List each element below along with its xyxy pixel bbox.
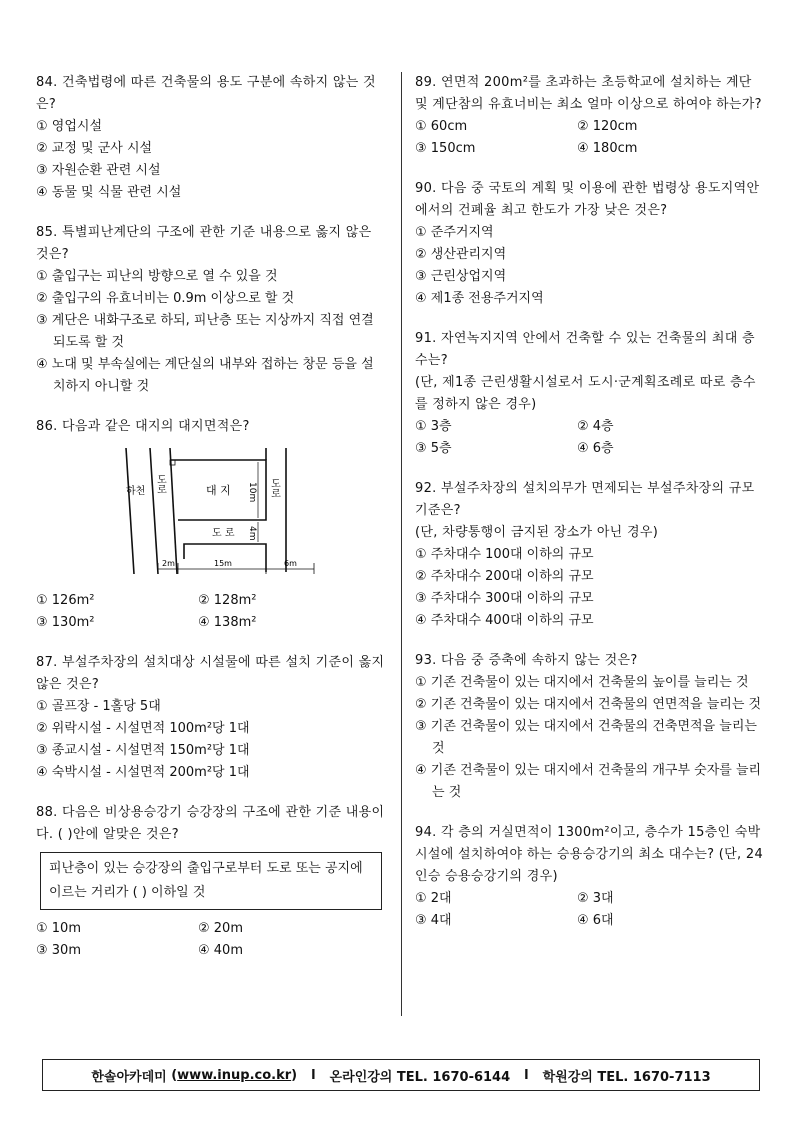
option-4: ④ 40m xyxy=(198,943,243,958)
option-4: ④ 동물 및 식물 관련 시설 xyxy=(36,185,182,200)
question-stem: 91. 자연녹지지역 안에서 건축할 수 있는 건축물의 최대 층수는? xyxy=(415,331,755,368)
question-stem: 92. 부설주차장의 설치의무가 면제되는 부설주차장의 규모 기준은? xyxy=(415,481,755,518)
left-column xyxy=(36,72,386,980)
question-note: (단, 제1종 근린생활시설로서 도시·군계획조례로 따로 층수를 정하지 않은 경우) xyxy=(415,375,756,412)
option-2: ② 120cm xyxy=(577,119,638,134)
option-3: ③ 5층 xyxy=(415,441,452,456)
option-4: ④ 제1종 전용주거지역 xyxy=(415,291,544,306)
option-3: ③ 자원순환 관련 시설 xyxy=(36,163,161,178)
option-3: ③ 근린상업지역 xyxy=(415,269,507,284)
question-stem: 93. 다음 중 증축에 속하지 않는 것은? xyxy=(415,653,638,668)
option-1: ① 2대 xyxy=(415,891,452,906)
option-1: ① 주차대수 100대 이하의 규모 xyxy=(415,547,594,562)
question-88 xyxy=(36,802,386,962)
option-1: ① 10m xyxy=(36,921,81,936)
website-link[interactable]: www.inup.co.kr xyxy=(177,1067,292,1083)
option-3: ③ 기존 건축물이 있는 대지에서 건축물의 건축면적을 늘리는 것 xyxy=(415,719,757,756)
question-94 xyxy=(415,822,765,932)
dim-label-4m: 4m xyxy=(247,526,257,541)
option-4: ④ 주차대수 400대 이하의 규모 xyxy=(415,613,594,628)
option-4: ④ 숙박시설 - 시설면적 200m²당 1대 xyxy=(36,765,250,780)
option-4: ④ 6층 xyxy=(577,441,614,456)
question-89 xyxy=(415,72,765,160)
options-grid xyxy=(36,918,386,962)
dim-label-10m: 10m xyxy=(247,482,257,503)
option-4: ④ 138m² xyxy=(198,615,257,630)
footer-banner: 한솔아카데미 ( www.inup.co.kr ) l 온라인강의 TEL. 1670-6144 l 학원강의 TEL. 1670-7113 xyxy=(42,1059,760,1091)
question-stem: 88. 다음은 비상용승강기 승강장의 구조에 관한 기준 내용이다. ( )안에 알맞은 것은? xyxy=(36,805,385,842)
option-1: ① 60cm xyxy=(415,119,468,134)
option-3: ③ 30m xyxy=(36,943,81,958)
option-2: ② 주차대수 200대 이하의 규모 xyxy=(415,569,594,584)
options-grid xyxy=(415,416,765,460)
option-2: ② 20m xyxy=(198,921,243,936)
dim-label-15m: 15m xyxy=(214,559,232,568)
label-road-bottom: 도 로 xyxy=(212,528,235,539)
options-grid xyxy=(415,116,765,160)
option-2: ② 생산관리지역 xyxy=(415,247,507,262)
options-grid xyxy=(415,888,765,932)
question-stem: 89. 연면적 200m²를 초과하는 초등학교에 설치하는 계단 및 계단참의 유효너비는 최소 얼마 이상으로 하여야 하는가? xyxy=(415,75,762,112)
right-column xyxy=(415,72,765,950)
question-stem: 85. 특별피난계단의 구조에 관한 기준 내용으로 옳지 않은 것은? xyxy=(36,225,372,262)
option-3: ③ 주차대수 300대 이하의 규모 xyxy=(415,591,594,606)
question-93 xyxy=(415,650,765,804)
option-2: ② 3대 xyxy=(577,891,614,906)
question-86 xyxy=(36,416,386,634)
question-box: 피난층이 있는 승강장의 출입구로부터 도로 또는 공지에 이르는 거리가 ( ) 이하일 것 xyxy=(40,852,382,910)
option-1: ① 준주거지역 xyxy=(415,225,494,240)
road-left-line-2 xyxy=(170,448,177,574)
separator: l xyxy=(524,1067,529,1083)
offline-phone: 학원강의 TEL. 1670-7113 xyxy=(542,1069,711,1085)
question-stem: 90. 다음 중 국토의 계획 및 이용에 관한 법령상 용도지역안에서의 건폐율 최고 한도가 가장 낮은 것은? xyxy=(415,181,760,218)
label-lot: 대 지 xyxy=(206,484,231,497)
option-3: ③ 4대 xyxy=(415,913,452,928)
question-stem: 87. 부설주차장의 설치대상 시설물에 따른 설치 기준이 옳지 않은 것은? xyxy=(36,655,385,692)
option-3: ③ 계단은 내화구조로 하되, 피난층 또는 지상까지 직접 연결되도록 할 것 xyxy=(36,313,374,350)
option-1: ① 126m² xyxy=(36,593,95,608)
options-grid xyxy=(36,590,386,634)
question-84 xyxy=(36,72,386,204)
separator: l xyxy=(311,1067,316,1083)
option-2: ② 4층 xyxy=(577,419,614,434)
option-2: ② 출입구의 유효너비는 0.9m 이상으로 할 것 xyxy=(36,291,295,306)
option-1: ① 골프장 - 1홀당 5대 xyxy=(36,699,161,714)
option-3: ③ 130m² xyxy=(36,615,95,630)
question-stem: 94. 각 층의 거실면적이 1300m²이고, 층수가 15층인 숙박시설에 설치하여야 하는 승용승강기의 최소 대수는? (단, 24인승 승용승강기의 경우) xyxy=(415,825,764,884)
option-1: ① 3층 xyxy=(415,419,452,434)
option-2: ② 128m² xyxy=(198,593,257,608)
question-90 xyxy=(415,178,765,310)
question-stem: 86. 다음과 같은 대지의 대지면적은? xyxy=(36,419,250,434)
option-2: ② 기존 건축물이 있는 대지에서 건축물의 연면적을 늘리는 것 xyxy=(415,697,762,712)
option-4: ④ 6대 xyxy=(577,913,614,928)
option-2: ② 교정 및 군사 시설 xyxy=(36,141,153,156)
road-left-line-1 xyxy=(150,448,158,574)
option-4: ④ 노대 및 부속실에는 계단실의 내부와 접하는 창문 등을 설치하지 아니할 것 xyxy=(36,357,374,394)
label-river: 하천 xyxy=(126,486,146,497)
river-line xyxy=(126,448,134,574)
site-plan-figure xyxy=(120,444,320,580)
column-divider xyxy=(401,72,402,1016)
option-3: ③ 150cm xyxy=(415,141,476,156)
option-4: ④ 180cm xyxy=(577,141,638,156)
option-1: ① 영업시설 xyxy=(36,119,103,134)
label-road-left: 도로 xyxy=(154,474,166,494)
option-4: ④ 기존 건축물이 있는 대지에서 건축물의 개구부 숫자를 늘리는 것 xyxy=(415,763,762,800)
option-3: ③ 종교시설 - 시설면적 150m²당 1대 xyxy=(36,743,250,758)
option-1: ① 기존 건축물이 있는 대지에서 건축물의 높이를 늘리는 것 xyxy=(415,675,749,690)
dim-label-6m: 6m xyxy=(284,559,297,568)
question-87 xyxy=(36,652,386,784)
academy-name: 한솔아카데미 xyxy=(91,1069,167,1085)
option-1: ① 출입구는 피난의 방향으로 열 수 있을 것 xyxy=(36,269,278,284)
question-92 xyxy=(415,478,765,632)
online-phone: 온라인강의 TEL. 1670-6144 xyxy=(329,1069,511,1085)
dim-label-2m: 2m xyxy=(162,559,175,568)
question-stem: 84. 건축법령에 따른 건축물의 용도 구분에 속하지 않는 것은? xyxy=(36,75,376,112)
question-85 xyxy=(36,222,386,398)
question-91 xyxy=(415,328,765,460)
label-road-right: 도로 xyxy=(268,478,280,498)
question-note: (단, 차량통행이 금지된 장소가 아닌 경우) xyxy=(415,525,659,540)
option-2: ② 위락시설 - 시설면적 100m²당 1대 xyxy=(36,721,250,736)
